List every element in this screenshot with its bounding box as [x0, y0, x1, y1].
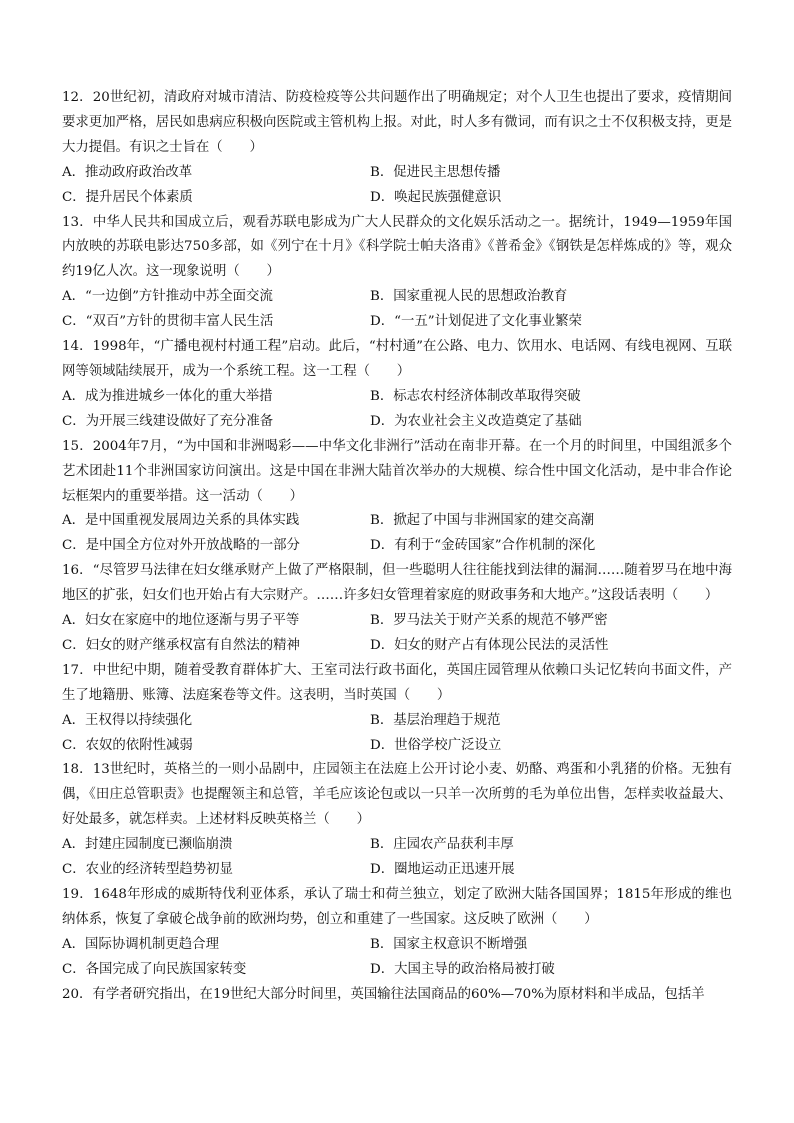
question-stem: 17．中世纪中期，随着受教育群体扩大、王室司法行政书面化，英国庄园管理从依赖口头记忆转向书面文件，产生了地籍册、账簿、法庭案卷等文件。这表明，当时英国（ ） [62, 662, 732, 703]
option-d: D．大国主导的政治格局被打破 [370, 961, 555, 977]
option-c: C．各国完成了向民族国家转变 [62, 961, 247, 977]
question-stem: 12．20世纪初，清政府对城市清洁、防疫检疫等公共问题作出了明确规定；对个人卫生也提出了要求，疫情期间要求更加严格，居民如患病应积极向医院或主管机构上报。对此，时人多有微词，而有识之士不仅积极支持，更是大力提倡。有识之士旨在（ ） [62, 90, 732, 155]
question-15 [62, 435, 732, 560]
option-a: A．王权得以持续强化 [62, 712, 193, 728]
option-d: D．有利于“金砖国家”合作机制的深化 [370, 538, 596, 554]
option-b: B．国家主权意识不断增强 [370, 936, 528, 952]
option-c: C．提升居民个体素质 [62, 189, 193, 205]
question-13 [62, 211, 732, 336]
question-stem: 19．1648年形成的威斯特伐利亚体系，承认了瑞士和荷兰独立，划定了欧洲大陆各国国界；1815年形成的维也纳体系，恢复了拿破仑战争前的欧洲均势，创立和重建了一些国家。这反映了欧洲（ ） [62, 887, 732, 927]
option-c: C．农奴的依附性减弱 [62, 737, 193, 753]
question-18 [62, 758, 732, 883]
option-d: D．圈地运动正迅速开展 [370, 862, 515, 878]
options [62, 385, 732, 435]
option-c: C．是中国全方位对外开放战略的一部分 [62, 538, 300, 554]
option-d: D．“一五”计划促进了文化事业繁荣 [370, 314, 582, 330]
options [62, 933, 732, 983]
options [62, 609, 732, 659]
option-d: D．世俗学校广泛设立 [370, 737, 502, 753]
option-b: B．庄园农产品获利丰厚 [370, 837, 514, 853]
question-20 [62, 983, 732, 1008]
question-stem: 16．“尽管罗马法律在妇女继承财产上做了严格限制，但一些聪明人往往能找到法律的漏洞……随着罗马在地中海地区的扩张，妇女们也开始占有大宗财产。……许多妇女管理着家庭的财政事务和大地产。”这段话表明（ ） [62, 563, 732, 604]
question-17 [62, 659, 732, 759]
option-d: D．妇女的财产占有体现公民法的灵活性 [370, 637, 609, 653]
option-a: A．妇女在家庭中的地位逐渐与男子平等 [62, 613, 300, 629]
question-12 [62, 86, 732, 211]
option-a: A．国际协调机制更趋合理 [62, 936, 219, 952]
option-b: B．掀起了中国与非洲国家的建交高潮 [370, 513, 595, 529]
option-d: D．为农业社会主义改造奠定了基础 [370, 413, 582, 429]
question-stem: 15．2004年7月，“为中国和非洲喝彩——中华文化非洲行”活动在南非开幕。在一个月的时间里，中国组派多个艺术团赴11个非洲国家访问演出。这是中国在非洲大陆首次举办的大规模、综合性中国文化活动，是中非合作论坛框架内的重要举措。这一活动（ ） [62, 438, 732, 504]
options [62, 161, 732, 211]
options [62, 509, 732, 559]
option-a: A．成为推进城乡一体化的重大举措 [62, 388, 273, 404]
option-a: A．封建庄园制度已濒临崩溃 [62, 837, 233, 853]
options [62, 833, 732, 883]
options [62, 285, 732, 335]
options [62, 709, 732, 759]
question-16 [62, 559, 732, 659]
option-b: B．罗马法关于财产关系的规范不够严密 [370, 613, 608, 629]
option-b: B．国家重视人民的思想政治教育 [370, 289, 568, 305]
option-b: B．标志农村经济体制改革取得突破 [370, 388, 581, 404]
question-stem: 18．13世纪时，英格兰的一则小品剧中，庄园领主在法庭上公开讨论小麦、奶酪、鸡蛋和小乳猪的价格。无独有偶，《田庄总管职责》也提醒领主和总管，羊毛应该论包或以一只羊一次所剪的毛为单位出售，怎样卖收益最大、好处最多，就怎样卖。上述材料反映英格兰（ ） [62, 762, 732, 828]
option-a: A．“一边倒”方针推动中苏全面交流 [62, 289, 273, 305]
question-stem: 13．中华人民共和国成立后，观看苏联电影成为广大人民群众的文化娱乐活动之一。据统计，1949—1959年国内放映的苏联电影达750多部，如《列宁在十月》《科学院士帕夫洛甫》《普希金》《钢铁是怎样炼成的》等，观众约19亿人次。这一现象说明（ ） [62, 214, 732, 280]
question-stem: 20．有学者研究指出，在19世纪大部分时间里，英国输往法国商品的60%—70%为原材料和半成品，包括羊 [62, 986, 705, 1002]
option-c: C．为开展三线建设做好了充分准备 [62, 413, 274, 429]
option-b: B．促进民主思想传播 [370, 164, 501, 180]
question-19 [62, 883, 732, 983]
question-14 [62, 335, 732, 435]
option-d: D．唤起民族强健意识 [370, 189, 502, 205]
option-c: C．“双百”方针的贯彻丰富人民生活 [62, 314, 274, 330]
option-c: C．妇女的财产继承权富有自然法的精神 [62, 637, 300, 653]
question-stem: 14．1998年，“广播电视村村通工程”启动。此后，“村村通”在公路、电力、饮用水、电话网、有线电视网、互联网等领域陆续展开，成为一个系统工程。这一工程（ ） [62, 339, 732, 379]
option-a: A．是中国重视发展周边关系的具体实践 [62, 513, 300, 529]
option-c: C．农业的经济转型趋势初显 [62, 862, 233, 878]
exam-page [62, 86, 732, 1008]
option-b: B．基层治理趋于规范 [370, 712, 501, 728]
option-a: A．推动政府政治改革 [62, 164, 193, 180]
